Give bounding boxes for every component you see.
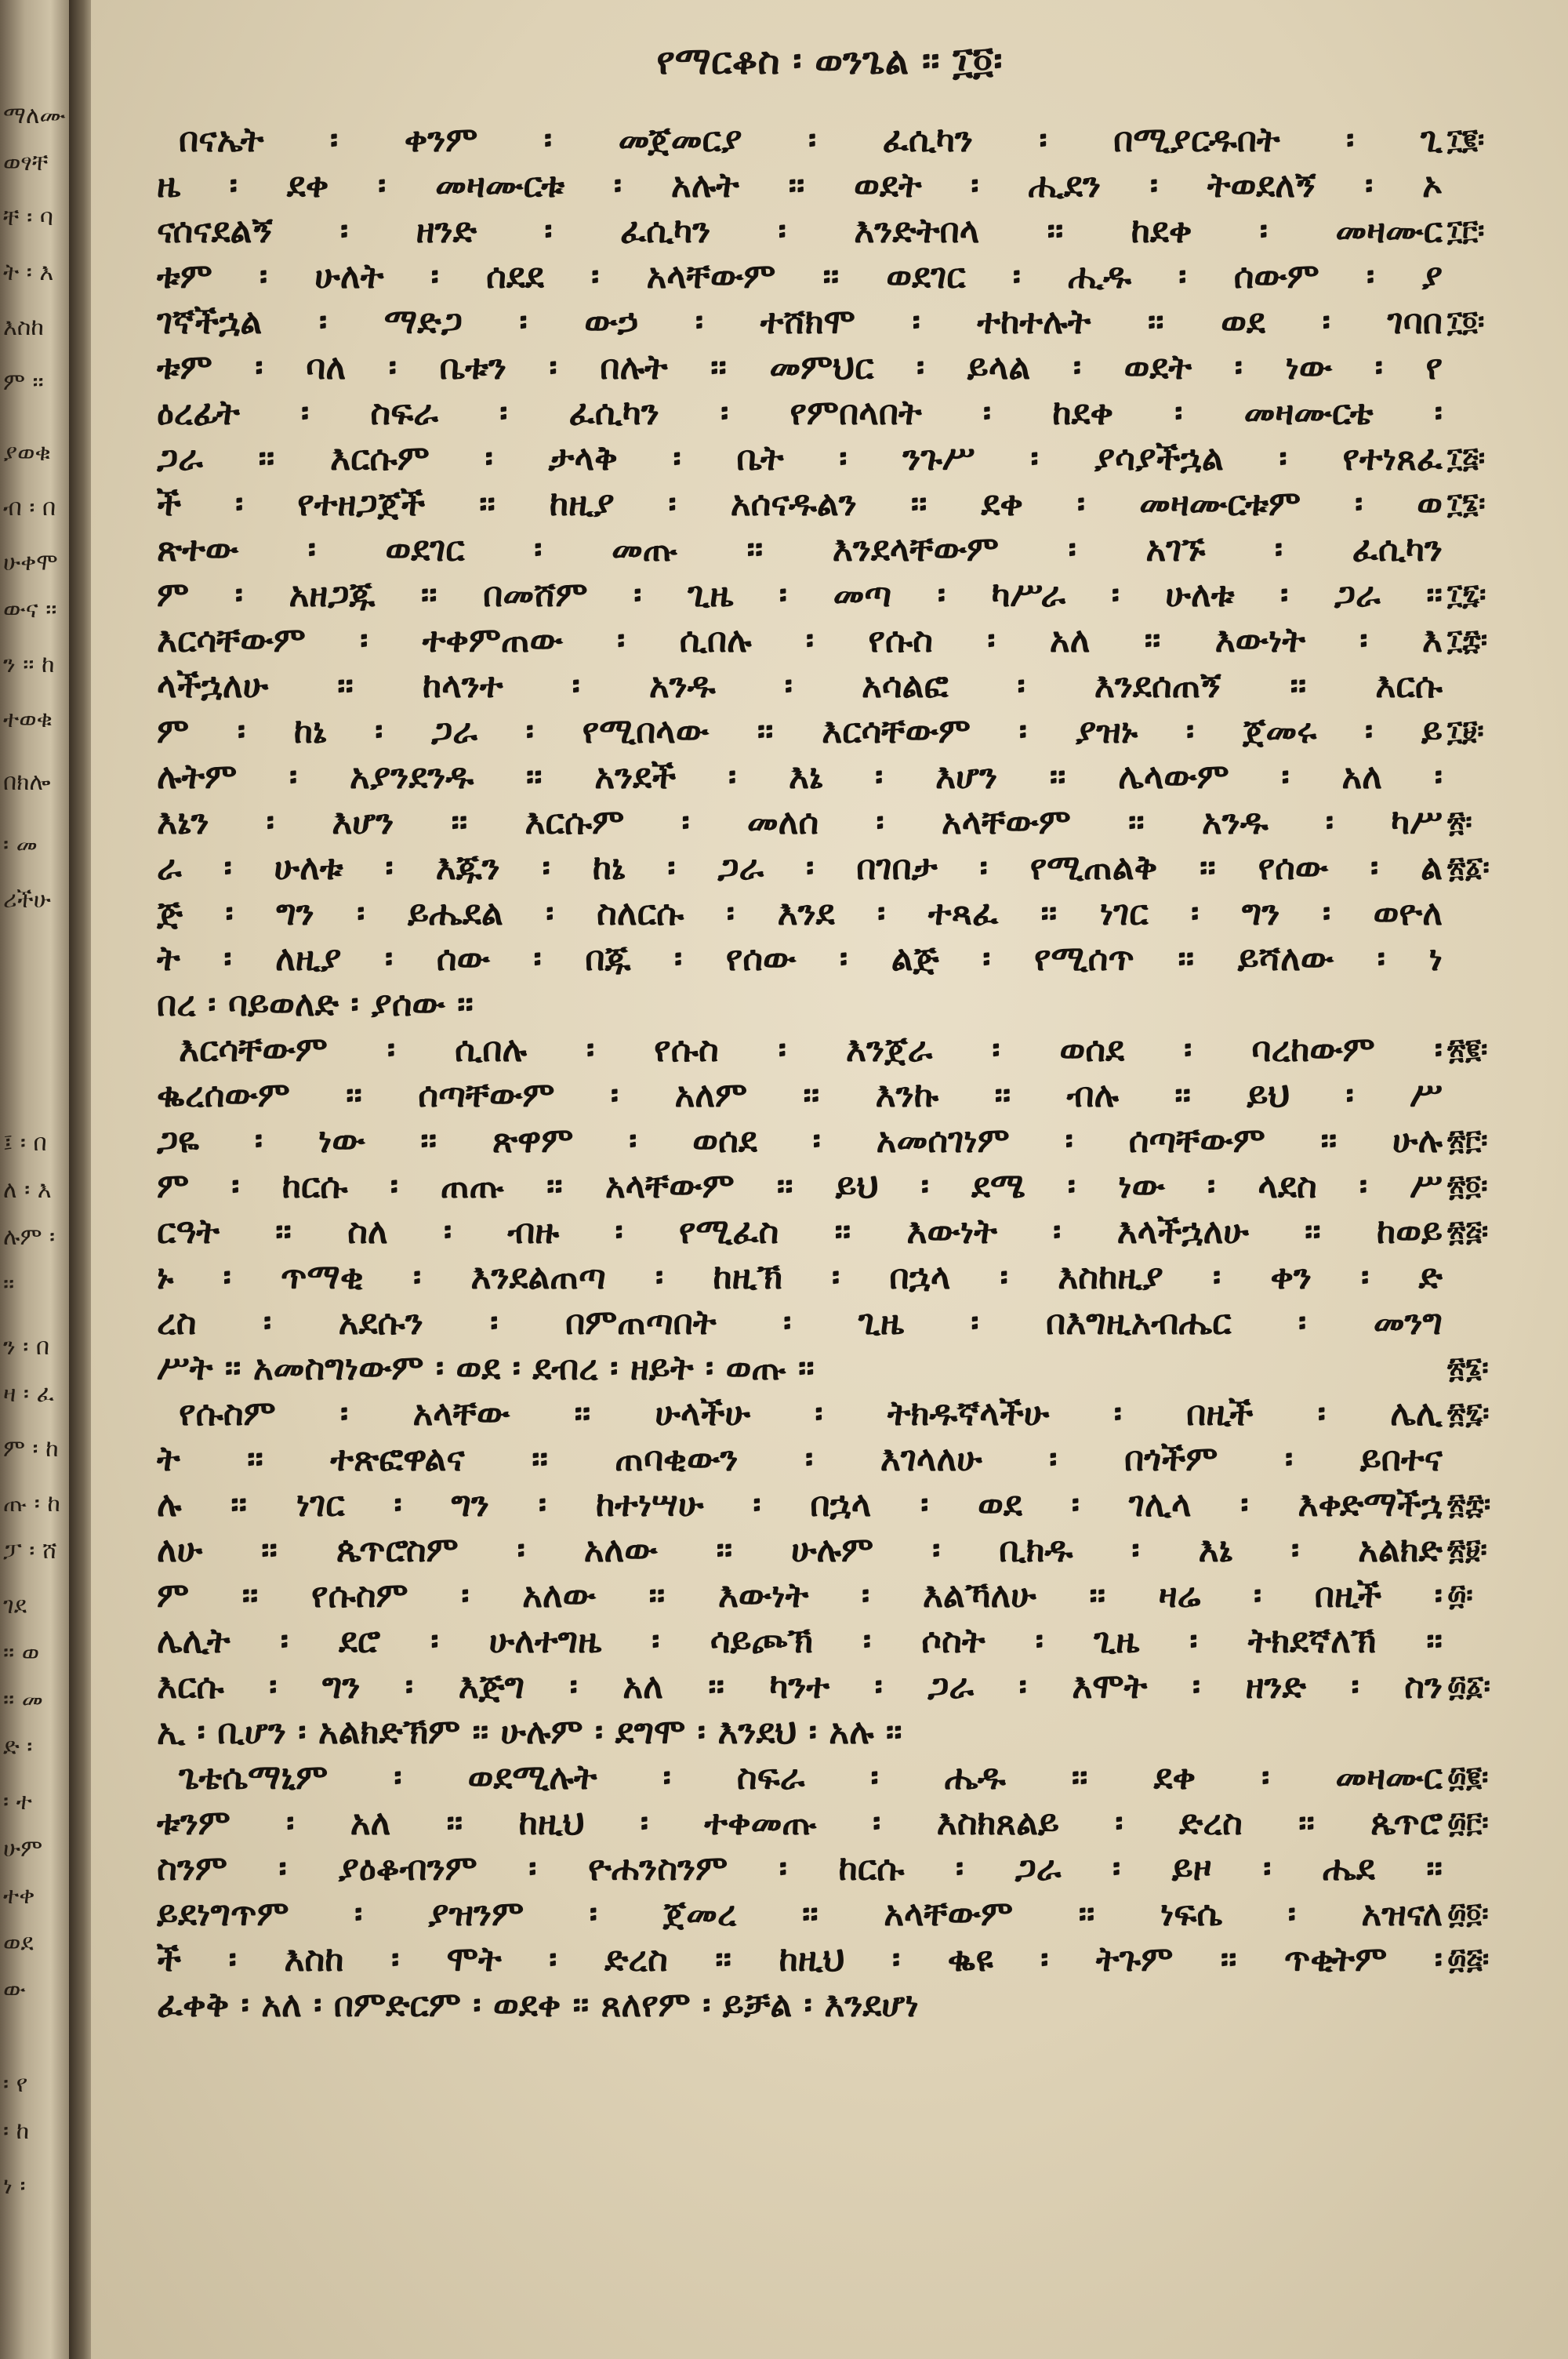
- left-page-text-fragment: ፡፡ መ: [3, 1686, 43, 1714]
- left-page-text-fragment: ት ፡ እ: [3, 259, 54, 286]
- text-line: ች ፡ እስከ ፡ ሞት ፡ ድረስ ፡፡ ከዚህ ፡ ቈዩ ፡ ትጉም ፡፡ ጥቂትም ፡: [157, 1939, 1443, 1979]
- verse-number: ፲፭፡: [1447, 442, 1486, 474]
- verse-number: ፲፯፡: [1447, 579, 1486, 611]
- verse-number: ፳፫፡: [1447, 1125, 1488, 1157]
- text-line: ለሁ ፡፡ ጴጥሮስም ፡ አለው ፡፡ ሁሉም ፡ ቢክዱ ፡ እኔ ፡ አልክድ: [157, 1530, 1443, 1570]
- left-page-text-fragment: ፤ ፡ በ: [3, 1129, 47, 1157]
- verse-number: ፳፪፡: [1447, 1034, 1488, 1066]
- verse-number: ፲፫፡: [1447, 215, 1485, 247]
- text-line: ም ፡ አዘጋጁ ፡፡ በመሸም ፡ ጊዜ ፡ መጣ ፡ ካሥራ ፡ ሁለቱ ፡ ጋራ ፡፡: [157, 575, 1443, 615]
- verse-number: ፴፡: [1447, 1579, 1473, 1612]
- left-page-text-fragment: ው: [3, 1976, 26, 2004]
- left-page-text-fragment: ፡ መ: [3, 831, 38, 859]
- text-line: የሱስም ፡ አላቸው ፡፡ ሁላችሁ ፡ ትክዱኛላችሁ ፡ በዚች ፡ ሌሊ: [179, 1394, 1443, 1434]
- verse-number: ፳፮፡: [1447, 1352, 1489, 1384]
- book-gutter: [69, 0, 93, 2359]
- text-line: ም ፡፡ የሱስም ፡ አለው ፡፡ እውነት ፡ እልኻለሁ ፡፡ ዛሬ ፡ በዚች ፡: [157, 1576, 1443, 1616]
- text-line: ሉ ፡፡ ነገር ፡ ግን ፡ ከተነሣሁ ፡ በኋላ ፡ ወደ ፡ ገሊላ ፡ እቀድማችኋ: [157, 1485, 1443, 1525]
- left-page-text-fragment: ብ ፡ በ: [3, 494, 56, 522]
- verse-number: ፳፡: [1447, 806, 1472, 838]
- text-line: በናኤት ፡ ቀንም ፡ መጀመርያ ፡ ፈሲካን ፡ በሚያርዱበት ፡ ጊ: [179, 120, 1443, 160]
- verse-number: ፲፪፡: [1447, 124, 1485, 156]
- left-page-text-fragment: ገደ: [3, 1592, 27, 1619]
- left-page-text-fragment: ፡ የ: [3, 2070, 28, 2098]
- left-page-text-fragment: ፡ ተ: [3, 1788, 32, 1816]
- right-page: [91, 0, 1568, 2359]
- text-line: እኔን ፡ እሆን ፡፡ እርሱም ፡ መለሰ ፡ አላቸውም ፡፡ አንዱ ፡ ካሥ: [157, 802, 1443, 842]
- verse-number: ፳፩፡: [1447, 852, 1490, 884]
- left-page-text-fragment: ነ ፡: [3, 2172, 26, 2200]
- text-line: ራ ፡ ሁለቱ ፡ እጁን ፡ ከኔ ፡ ጋራ ፡ በገበታ ፡ የሚጠልቅ ፡፡ የሰው ፡ ል: [157, 848, 1443, 888]
- left-page-text-fragment: ወፃቸ: [3, 149, 49, 176]
- left-page-text-fragment: ተወቁ: [3, 706, 53, 733]
- text-line: ት ፡፡ ተጽፎዋልና ፡፡ ጠባቂውን ፡ እገላለሁ ፡ በጎችም ፡ ይበተና: [157, 1439, 1443, 1479]
- left-page-text-fragment: ሉም ፡: [3, 1223, 56, 1251]
- left-page-text-fragment: ሁቀሞ: [3, 549, 58, 576]
- verse-number: ፲፮፡: [1447, 488, 1486, 520]
- text-line: ዜ ፡ ደቀ ፡ መዛሙርቱ ፡ አሉት ፡፡ ወደት ፡ ሒደን ፡ ትወደለኝ ፡ ኦ: [157, 165, 1443, 205]
- text-line: ም ፡ ከኔ ፡ ጋራ ፡ የሚበላው ፡፡ እርሳቸውም ፡ ያዝኑ ፡ ጀመሩ ፡ ይ: [157, 711, 1443, 751]
- left-page-text-fragment: ሪችሁ: [3, 886, 51, 914]
- text-line: ት ፡ ለዚያ ፡ ሰው ፡ በጁ ፡ የሰው ፡ ልጅ ፡ የሚሰጥ ፡፡ ይሻለው ፡ ነ: [157, 939, 1443, 979]
- running-head: የማርቆስ ፡ ወንጌል ፡፡ ፲፬፡: [656, 39, 1003, 83]
- left-page-text-fragment: ለ ፡ እ: [3, 1176, 52, 1204]
- text-line: ቱንም ፡ አለ ፡፡ ከዚህ ፡ ተቀመጡ ፡ እስክጸልይ ፡ ድረስ ፡፡ ጴጥሮ: [157, 1803, 1443, 1843]
- text-line: ይደነግጥም ፡ ያዝንም ፡ ጀመረ ፡፡ አላቸውም ፡፡ ነፍሴ ፡ አዝናለ: [157, 1894, 1443, 1934]
- left-page-text-fragment: ም ፡፡: [3, 369, 44, 396]
- verse-number: ፲፱፡: [1447, 715, 1484, 747]
- verse-number: ፳፬፡: [1447, 1170, 1488, 1202]
- left-page-text-fragment: ፡፡: [3, 1270, 15, 1298]
- text-line: ጋራ ፡፡ እርሱም ፡ ታላቅ ፡ ቤት ፡ ንጉሥ ፡ ያሳያችኋል ፡ የተነጸፈ: [157, 438, 1443, 478]
- left-page-text-fragment: ውና ፡፡: [3, 596, 57, 623]
- text-line: ም ፡ ከርሱ ፡ ጠጡ ፡፡ አላቸውም ፡፡ ይህ ፡ ደሜ ፡ ነው ፡ ላደስ ፡ ሥ: [157, 1166, 1443, 1206]
- verse-number: ፲፬፡: [1447, 306, 1485, 338]
- text-line: ላችኋለሁ ፡፡ ከላንተ ፡ አንዱ ፡ አሳልፎ ፡ እንደሰጠኝ ፡፡ እርሱ: [157, 666, 1443, 706]
- verse-number: ፳፭፡: [1447, 1216, 1489, 1248]
- left-page-text-fragment: ን ፡ በ: [3, 1333, 50, 1361]
- text-line: ዕረፊት ፡ ስፍራ ፡ ፈሲካን ፡ የምበላበት ፡ ከደቀ ፡ መዛሙርቴ ፡: [157, 393, 1443, 433]
- left-page-text-fragment: ም ፡ ከ: [3, 1435, 59, 1463]
- left-page-text-fragment: ተቀ: [3, 1882, 35, 1910]
- verse-number: ፳፯፡: [1447, 1398, 1490, 1430]
- text-line: ጌቴሴማኒም ፡ ወደሚሉት ፡ ስፍራ ፡ ሔዱ ፡፡ ደቀ ፡ መዛሙር: [179, 1757, 1443, 1797]
- text-line: ች ፡ የተዘጋጀች ፡፡ ከዚያ ፡ አሰናዱልን ፡፡ ደቀ ፡ መዛሙርቱም ፡ ወ: [157, 484, 1443, 524]
- verse-number: ፴፩፡: [1447, 1670, 1490, 1703]
- left-page-text-fragment: ጡ ፡ ከ: [3, 1490, 60, 1518]
- left-page-text-fragment: ወደ: [3, 1929, 34, 1957]
- text-line: ገኛችኋል ፡ ማድጋ ፡ ውኃ ፡ ተሸክሞ ፡ ተከተሉት ፡፡ ወደ ፡ ገባበ: [157, 302, 1443, 342]
- verse-number: ፴፫፡: [1447, 1807, 1489, 1839]
- text-line: ፈቀቅ ፡ አለ ፡ በምድርም ፡ ወደቀ ፡፡ ጸለየም ፡ ይቻል ፡ እንደሆነ: [157, 1985, 919, 2025]
- text-line: ስንም ፡ ያዕቆብንም ፡ ዮሐንስንም ፡ ከርሱ ፡ ጋራ ፡ ይዞ ፡ ሔደ ፡፡: [157, 1848, 1443, 1888]
- text-line: ሌሊት ፡ ደሮ ፡ ሁለተግዜ ፡ ሳይጮኽ ፡ ሶስት ፡ ጊዜ ፡ ትክደኛለኽ ፡፡: [157, 1621, 1443, 1661]
- text-line: በረ ፡ ባይወለድ ፡ ያሰው ፡፡: [157, 984, 474, 1024]
- text-line: ኢ ፡ ቢሆን ፡ አልክድኽም ፡፡ ሁሉም ፡ ደግሞ ፡ እንደህ ፡ አሉ ፡፡: [157, 1712, 902, 1752]
- text-line: ጅ ፡ ግን ፡ ይሔደል ፡ ስለርሱ ፡ እንደ ፡ ተጻፈ ፡፡ ነገር ፡ ግን ፡ ወዮለ: [157, 893, 1443, 933]
- text-line: ጽተው ፡ ወደገር ፡ መጡ ፡፡ እንደላቸውም ፡ አገኙ ፡ ፈሲካን: [157, 529, 1443, 569]
- left-page-text-fragment: ፡፡ ወ: [3, 1639, 40, 1667]
- left-page-text-fragment: ፡ ከ: [3, 2117, 30, 2145]
- text-line: ሥት ፡፡ አመስግነውም ፡ ወደ ፡ ደብረ ፡ ዘይት ፡ ወጡ ፡፡: [157, 1348, 815, 1388]
- left-page-text-fragment: ሁም: [3, 1835, 43, 1863]
- text-line: ናሰናደልኝ ፡ ዘንድ ፡ ፈሲካን ፡ እንድትበላ ፡፡ ከደቀ ፡ መዛሙር: [157, 211, 1443, 251]
- left-page-text-fragment: ድ ፡: [3, 1733, 33, 1761]
- verse-number: ፳፰፡: [1447, 1488, 1491, 1521]
- verse-number: ፴፭፡: [1447, 1943, 1490, 1976]
- text-line: እርሳቸውም ፡ ተቀምጠው ፡ ሲበሉ ፡ የሱስ ፡ አለ ፡፡ እውነት ፡ እ: [157, 620, 1443, 660]
- text-line: ቱም ፡ ሁለት ፡ ሰደደ ፡ አላቸውም ፡፡ ወደገር ፡ ሒዱ ፡ ሰውም ፡ ያ: [157, 256, 1443, 296]
- verse-number: ፲፰፡: [1447, 624, 1488, 656]
- left-page-text-fragment: ማለሙ: [3, 102, 66, 129]
- verse-number: ፳፱፡: [1447, 1534, 1487, 1566]
- left-page-text-fragment: ቸ ፡ ባ: [3, 204, 53, 231]
- left-facing-page: [0, 0, 72, 2359]
- text-line: ርዓት ፡፡ ስለ ፡ ብዙ ፡ የሚፈስ ፡፡ እውነት ፡ እላችኋለሁ ፡፡ ከወይ: [157, 1212, 1443, 1252]
- text-line: እርሳቸውም ፡ ሲበሉ ፡ የሱስ ፡ እንጀራ ፡ ወሰደ ፡ ባረከውም ፡: [179, 1030, 1443, 1070]
- text-line: ሉትም ፡ አያንደንዱ ፡፡ አንደች ፡ እኔ ፡ እሆን ፡፡ ሌላውም ፡ አለ ፡: [157, 757, 1443, 797]
- left-page-text-fragment: ን ፡፡ ከ: [3, 651, 55, 678]
- text-line: እርሱ ፡ ግን ፡ እጅግ ፡ አለ ፡፡ ካንተ ፡ ጋራ ፡ እሞት ፡ ዘንድ ፡ ስን: [157, 1667, 1443, 1707]
- left-page-text-fragment: ፓ ፡ ሸ: [3, 1537, 57, 1565]
- text-line: ቱም ፡ ባለ ፡ ቤቱን ፡ በሉት ፡፡ መምህር ፡ ይላል ፡ ወደት ፡ ነው ፡ የ: [157, 347, 1443, 387]
- text-column: [157, 118, 1443, 2028]
- text-line: ቈረሰውም ፡፡ ሰጣቸውም ፡ አለም ፡፡ እንኩ ፡፡ ብሉ ፡፡ ይህ ፡ ሥ: [157, 1075, 1443, 1115]
- verse-number: ፴፪፡: [1447, 1761, 1489, 1794]
- left-page-text-fragment: በክሎ: [3, 769, 51, 796]
- left-page-text-fragment: ያወቁ: [3, 439, 51, 467]
- text-line: ኑ ፡ ጥማቂ ፡ እንደልጠጣ ፡ ከዚኽ ፡ በኋላ ፡ እስከዚያ ፡ ቀን ፡ ድ: [157, 1257, 1443, 1297]
- verse-number: ፴፬፡: [1447, 1898, 1489, 1930]
- left-page-text-fragment: ዛ ፡ ፈ: [3, 1380, 55, 1408]
- text-line: ረስ ፡ አደሱን ፡ በምጠጣበት ፡ ጊዜ ፡ በእግዚአብሔር ፡ መንግ: [157, 1303, 1443, 1343]
- left-page-text-fragment: እስከ: [3, 314, 44, 341]
- text-line: ጋዬ ፡ ነው ፡፡ ጽዋም ፡ ወሰደ ፡ አመሰገነም ፡ ሰጣቸውም ፡፡ ሁሉ: [157, 1121, 1443, 1161]
